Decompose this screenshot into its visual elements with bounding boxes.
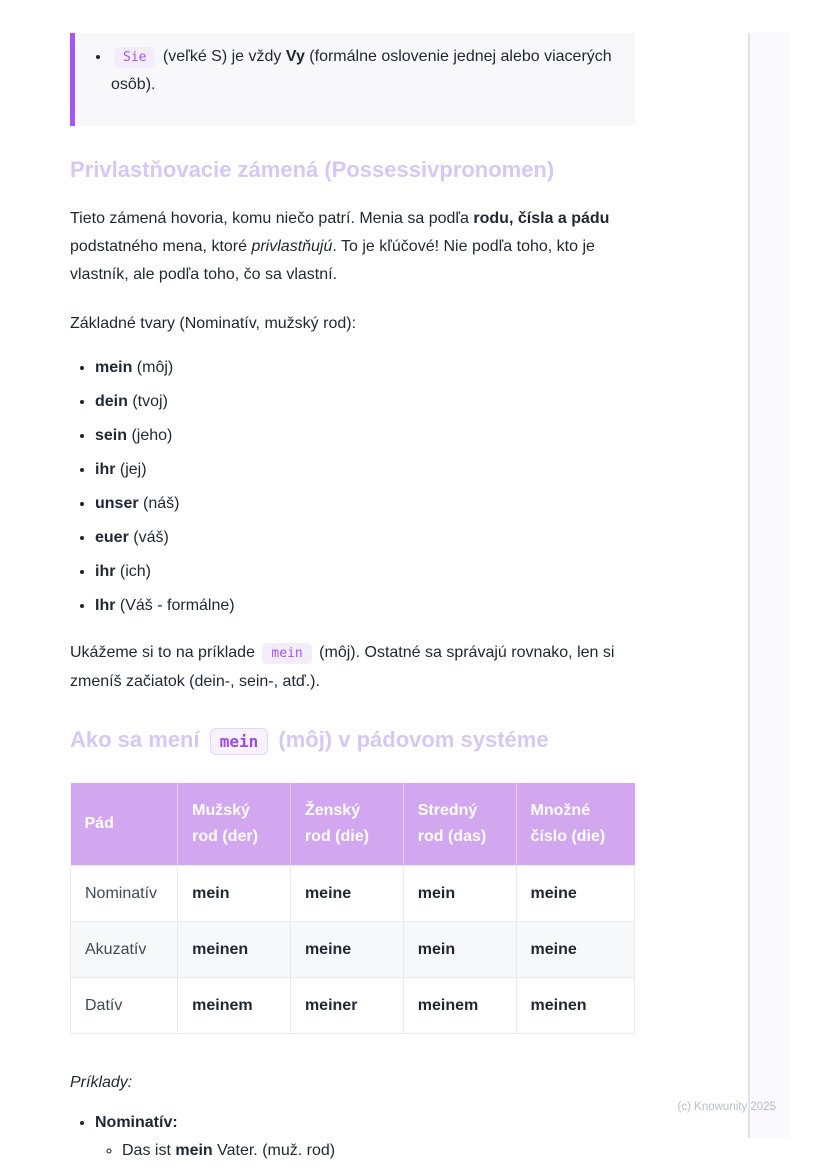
examples-list <box>70 1110 635 1163</box>
example-sublist <box>95 1138 635 1163</box>
table-head <box>71 783 635 866</box>
heading-code-mein: mein <box>210 728 269 755</box>
pronoun-gloss: (Váš - formálne) <box>115 597 235 614</box>
list-item <box>95 423 635 448</box>
list-item <box>95 389 635 414</box>
table-body <box>71 866 635 1034</box>
table-cell: meine <box>290 866 403 922</box>
pronoun-term: ihr <box>95 563 116 580</box>
scrollbar-track[interactable] <box>748 33 790 1138</box>
example-item <box>95 1110 635 1163</box>
pronoun-term: dein <box>95 393 128 410</box>
pronoun-term: euer <box>95 529 129 546</box>
intro-paragraph <box>70 205 635 289</box>
table-cell-case: Datív <box>71 978 178 1034</box>
table-cell: meiner <box>290 978 403 1034</box>
pronoun-term: mein <box>95 359 133 376</box>
intro-text-1: Tieto zámená hovoria, komu niečo patrí. Menia sa podľa <box>70 210 474 227</box>
callout-list <box>89 43 615 98</box>
table-cell-case: Akuzatív <box>71 922 178 978</box>
declension-table <box>70 783 635 1034</box>
inline-code-sie: Sie <box>114 47 155 68</box>
example-note-paragraph <box>70 639 635 696</box>
table-row-dativ <box>71 978 635 1034</box>
examples-label: Príklady: <box>70 1074 133 1091</box>
table-header-cell-masculine: Mužský rod (der) <box>178 783 291 866</box>
intro-bold: rodu, čísla a pádu <box>473 210 610 227</box>
pronoun-gloss: (môj) <box>132 359 174 376</box>
heading-text-2: (môj) v pádovom systéme <box>272 727 549 752</box>
table-header-cell-plural: Množné číslo (die) <box>516 783 634 866</box>
table-cell: mein <box>403 922 516 978</box>
table-cell: meine <box>290 922 403 978</box>
document-content <box>70 0 635 1163</box>
table-cell: meinen <box>178 922 291 978</box>
table-header-cell-neuter: Stredný rod (das) <box>403 783 516 866</box>
example-bold: mein <box>175 1142 213 1159</box>
heading-text-1: Ako sa mení <box>70 727 206 752</box>
pronoun-gloss: (ich) <box>115 563 152 580</box>
callout-note <box>70 33 635 126</box>
list-item <box>95 559 635 584</box>
example-case-title: Nominatív: <box>95 1114 178 1131</box>
list-item <box>95 355 635 380</box>
copyright-watermark: (c) Knowunity 2025 <box>677 1101 776 1113</box>
pronoun-gloss: (jeho) <box>127 427 173 444</box>
callout-text-tail: (formálne oslovenie jednej alebo viacerých osôb). <box>111 48 612 93</box>
table-cell-case: Nominatív <box>71 866 178 922</box>
table-cell: meinen <box>516 978 634 1034</box>
table-cell: meine <box>516 866 634 922</box>
inline-code-mein: mein <box>262 643 311 664</box>
callout-item <box>111 43 615 98</box>
example-text-2: Vater. (muž. rod) <box>212 1142 336 1159</box>
base-forms-label: Základné tvary (Nominatív, mužský rod): <box>70 315 357 332</box>
list-item <box>95 525 635 550</box>
intro-text-3: . To je kľúčové! Nie podľa toho, kto je vlastník, ale podľa toho, čo sa vlastní. <box>70 238 595 283</box>
table-cell: mein <box>178 866 291 922</box>
section-heading-possessivpronomen: Privlastňovacie zámená (Possessivpronomen) <box>70 157 555 182</box>
example-note-text-2: (môj). Ostatné sa správajú rovnako, len si zmeníš začiatok (dein-, sein-, atď.). <box>70 644 615 690</box>
pronoun-gloss: (tvoj) <box>127 393 168 410</box>
table-cell: meinem <box>178 978 291 1034</box>
table-header-row <box>71 783 635 866</box>
table-cell: meine <box>516 922 634 978</box>
table-cell: mein <box>403 866 516 922</box>
pronoun-term: ihr <box>95 461 116 478</box>
table-header-cell-feminine: Ženský rod (die) <box>290 783 403 866</box>
section-heading-mein-cases <box>70 726 635 756</box>
pronoun-term: unser <box>95 495 139 512</box>
table-row-nominativ <box>71 866 635 922</box>
table-header-cell-pad: Pád <box>71 783 178 866</box>
base-forms-list <box>70 355 635 618</box>
list-item <box>95 491 635 516</box>
pronoun-gloss: (váš) <box>128 529 169 546</box>
example-text-1: Das ist <box>122 1142 176 1159</box>
table-row-akuzativ <box>71 922 635 978</box>
pronoun-gloss: (náš) <box>138 495 180 512</box>
example-sentence <box>122 1138 635 1163</box>
pronoun-term: Ihr <box>95 597 116 614</box>
pronoun-term: sein <box>95 427 128 444</box>
list-item <box>95 457 635 482</box>
callout-text: (veľké S) je vždy <box>158 48 286 65</box>
pronoun-gloss: (jej) <box>115 461 147 478</box>
table-cell: meinem <box>403 978 516 1034</box>
example-note-text-1: Ukážeme si to na príklade <box>70 644 260 661</box>
intro-italic: privlastňujú <box>251 238 333 255</box>
callout-bold: Vy <box>285 48 305 65</box>
list-item <box>95 593 635 618</box>
intro-text-2: podstatného mena, ktoré <box>70 238 252 255</box>
